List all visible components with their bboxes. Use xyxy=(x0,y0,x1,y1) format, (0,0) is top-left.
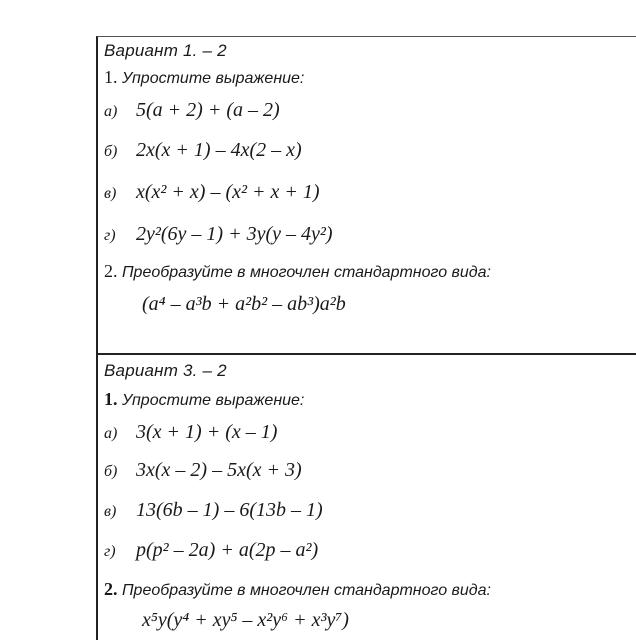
exercise-label: в) xyxy=(104,503,117,520)
task-1-heading xyxy=(104,67,304,88)
polynomial-expression: x⁵y(y⁴ + xy⁵ – x²y⁶ + x³y⁷) xyxy=(142,609,349,631)
task-text: Преобразуйте в многочлен стандартного вида: xyxy=(121,582,491,599)
task-number: 2. xyxy=(104,261,118,281)
exercise-g xyxy=(104,539,318,562)
polynomial-expression: (a⁴ – a³b + a²b² – ab³)a²b xyxy=(142,293,346,315)
exercise-b xyxy=(104,459,302,482)
exercise-g xyxy=(104,223,333,246)
task-number: 1. xyxy=(104,67,118,87)
task-1-heading xyxy=(104,389,304,410)
exercise-expression: x(x² + x) – (x² + x + 1) xyxy=(136,181,320,203)
variant-title: Вариант 3. – 2 xyxy=(104,361,227,380)
exercise-expression: 3x(x – 2) – 5x(x + 3) xyxy=(136,459,302,481)
task-text: Упростите выражение: xyxy=(121,392,305,409)
exercise-expression: 2y²(6y – 1) + 3y(y – 4y²) xyxy=(136,223,333,245)
exercise-label: г) xyxy=(104,543,116,560)
exercise-expression: 13(6b – 1) – 6(13b – 1) xyxy=(136,499,323,521)
exercise-v xyxy=(104,181,320,204)
exercise-label: а) xyxy=(104,103,118,120)
exercise-expression: 3(x + 1) + (x – 1) xyxy=(136,421,278,443)
task-text: Упростите выражение: xyxy=(121,70,305,87)
exercise-b xyxy=(104,139,302,162)
exercise-label: г) xyxy=(104,227,116,244)
exercise-label: б) xyxy=(104,463,118,480)
task-text: Преобразуйте в многочлен стандартного вида: xyxy=(121,264,491,281)
variant-3-block xyxy=(98,355,636,641)
exercise-expression: 5(a + 2) + (a – 2) xyxy=(136,99,280,121)
task-2-heading xyxy=(104,261,491,282)
exercise-label: б) xyxy=(104,143,118,160)
exercise-expression: 2x(x + 1) – 4x(2 – x) xyxy=(136,139,302,161)
exercise-label: в) xyxy=(104,185,117,202)
exercise-label: а) xyxy=(104,425,118,442)
exercise-v xyxy=(104,499,323,522)
exercise-a xyxy=(104,421,277,444)
exercise-a xyxy=(104,99,280,122)
task-number: 2. xyxy=(104,579,118,599)
variant-1-block xyxy=(98,37,636,355)
exercise-expression: p(p² – 2a) + a(2p – a²) xyxy=(136,539,319,561)
variant-title: Вариант 1. – 2 xyxy=(104,41,227,60)
task-2-heading xyxy=(104,579,491,600)
task-number: 1. xyxy=(104,389,118,409)
worksheet xyxy=(96,36,636,640)
